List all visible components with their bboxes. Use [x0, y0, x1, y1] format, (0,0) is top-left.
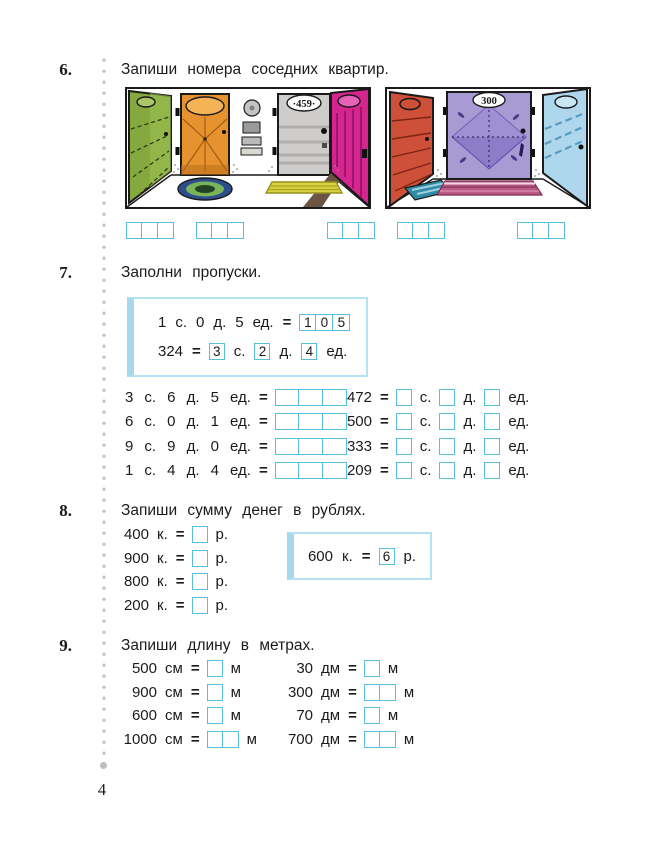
equals-sign: = [190, 659, 199, 677]
answer-cell[interactable] [439, 413, 455, 430]
ex7-left-row: 9 с. 9 д. 0 ед. = [125, 437, 347, 455]
door-plate-459: ·459· [292, 99, 316, 110]
ex8-row: 900 к. = р. [123, 549, 229, 567]
apartment-answer-boxes-2 [196, 222, 244, 239]
example-line-1 [158, 313, 366, 331]
ex9-left-row: 900 см = м [131, 683, 241, 701]
yellow-mat [266, 182, 342, 193]
number-value: 333 [346, 437, 372, 455]
ex8-row: 200 к. = р. [123, 596, 229, 614]
ex7-right-row: 472 = с. д. ед. [346, 388, 530, 406]
answer-cell[interactable] [484, 462, 500, 479]
answer-cell[interactable] [439, 389, 455, 406]
answer-cell[interactable] [299, 462, 323, 479]
number-answer-boxes [275, 389, 347, 406]
number-answer-boxes [275, 438, 347, 455]
exercise-8-example-box [287, 532, 432, 580]
answer-cell[interactable] [192, 597, 208, 614]
answer-cell: 0 [316, 314, 333, 331]
answer-cell: 6 [379, 548, 395, 565]
answer-cell[interactable] [364, 660, 380, 677]
answer-cell: 4 [301, 343, 317, 360]
exercise-6-instruction: Запиши номера соседних квартир. [121, 61, 389, 78]
hundreds-label: с. [233, 342, 246, 360]
answer-cell[interactable] [396, 462, 412, 479]
equals-sign: = [190, 730, 199, 748]
answer-cell[interactable] [380, 731, 396, 748]
cm-label: см [165, 659, 183, 677]
kopecks-label: к. [157, 525, 168, 543]
cm-value: 500 [131, 659, 157, 677]
answer-cell[interactable] [396, 438, 412, 455]
exercise-9-number: 9. [59, 636, 72, 655]
answer-cell[interactable] [275, 389, 299, 406]
ex7-left-row: 6 с. 0 д. 1 ед. = [125, 412, 347, 430]
answer-cell[interactable] [223, 731, 239, 748]
grey-door-459 [278, 94, 330, 175]
ex7-left-row: 3 с. 6 д. 5 ед. = [125, 388, 347, 406]
answer-cell[interactable] [364, 684, 380, 701]
tens-digit: 6 [167, 388, 176, 406]
equals-sign: = [259, 437, 267, 455]
exercise-7-instruction: Заполни пропуски. [121, 264, 262, 281]
exercise-8-instruction: Запиши сумму денег в рублях. [121, 502, 366, 519]
example-line [308, 548, 416, 565]
answer-cell[interactable] [228, 222, 244, 239]
answer-cell[interactable] [275, 438, 299, 455]
example-line-2 [158, 342, 366, 360]
ex7-left-row: 1 с. 4 д. 4 ед. = [125, 461, 347, 479]
answer-cell[interactable] [196, 222, 212, 239]
equals-sign: = [348, 706, 356, 724]
equals-sign: = [190, 706, 199, 724]
answer-cell[interactable] [275, 413, 299, 430]
equals-sign: = [361, 547, 370, 565]
answer-cell[interactable] [359, 222, 375, 239]
equals-sign: = [175, 525, 184, 543]
number-value: 324 [158, 342, 184, 360]
tens-label: д. [279, 342, 293, 360]
answer-cell[interactable] [364, 731, 380, 748]
ex7-right-row: 500 = с. д. ед. [346, 412, 530, 430]
units-label: ед. [326, 342, 348, 360]
apartment-answer-boxes-4 [397, 222, 445, 239]
answer-cell[interactable] [275, 462, 299, 479]
hallway-illustration-2 [385, 87, 591, 209]
answer-cell[interactable] [439, 462, 455, 479]
hundreds-digit: 3 [125, 388, 134, 406]
number-value: 500 [346, 412, 372, 430]
answer-cell[interactable] [126, 222, 142, 239]
answer-cell[interactable] [484, 389, 500, 406]
equals-sign: = [348, 730, 356, 748]
equals-sign: = [259, 461, 267, 479]
exercise-6-number: 6. [59, 60, 72, 79]
door-plate-300: 300 [481, 96, 497, 107]
equals-sign: = [348, 659, 356, 677]
equals-sign: = [380, 461, 388, 479]
answer-cell[interactable] [380, 684, 396, 701]
dm-value: 30 [296, 659, 313, 677]
exercise-7-example-box [127, 297, 368, 377]
ex9-left-row: 600 см = м [131, 706, 241, 724]
equals-sign: = [190, 683, 199, 701]
answer-cell[interactable] [323, 462, 347, 479]
number-answer-boxes [275, 462, 347, 479]
answer-cell[interactable] [364, 707, 380, 724]
hundreds-digit: 1 [158, 313, 167, 331]
units-label: ед. [252, 313, 274, 331]
exercise-9-instruction: Запиши длину в метрах. [121, 637, 315, 654]
m-label: м [230, 659, 241, 677]
answer-cell[interactable] [484, 438, 500, 455]
ex7-right-row: 209 = с. д. ед. [346, 461, 530, 479]
answer-cell[interactable] [396, 389, 412, 406]
equals-sign: = [175, 596, 184, 614]
ex7-right-row: 333 = с. д. ед. [346, 437, 530, 455]
ex9-right-row: 30 дм = м [287, 659, 398, 677]
answer-cell[interactable] [517, 222, 533, 239]
equals-sign: = [175, 549, 184, 567]
answer-cell[interactable] [207, 707, 223, 724]
margin-dot-end [100, 762, 107, 769]
round-rug [178, 178, 232, 200]
exercise-7-number: 7. [59, 263, 72, 282]
answer-cell[interactable] [158, 222, 174, 239]
answer-cell[interactable] [397, 222, 413, 239]
answer-cell[interactable] [413, 222, 429, 239]
exercise-8-number: 8. [59, 501, 72, 520]
answer-cell[interactable] [192, 573, 208, 590]
answer-cell[interactable] [533, 222, 549, 239]
tens-label: д. [213, 313, 227, 331]
answer-cell[interactable] [207, 684, 223, 701]
rubles-label: р. [215, 525, 229, 543]
answer-cell[interactable] [299, 438, 323, 455]
apartment-answer-boxes-1 [126, 222, 174, 239]
ex9-left-row: 1000 см = м [123, 730, 257, 748]
number-answer-boxes [275, 413, 347, 430]
answer-cell[interactable] [429, 222, 445, 239]
equals-sign: = [259, 388, 267, 406]
ex8-row [122, 525, 228, 543]
answer-cell[interactable] [299, 389, 323, 406]
answer-cell[interactable] [207, 731, 223, 748]
hundreds-label: с. [175, 313, 188, 331]
equals-sign: = [380, 437, 388, 455]
ex9-right-row: 300 дм = м [287, 683, 415, 701]
answer-cell[interactable] [299, 413, 323, 430]
ex9-right-row: 700 дм = м [287, 730, 415, 748]
apartment-answer-boxes-5 [517, 222, 565, 239]
units-digit: 5 [210, 388, 219, 406]
answer-cell[interactable] [396, 413, 412, 430]
margin-dotted-line [102, 58, 106, 758]
answer-cell[interactable] [343, 222, 359, 239]
answer-cell[interactable] [549, 222, 565, 239]
ex9-right-row: 70 дм = м [296, 706, 399, 724]
equals-sign: = [380, 388, 388, 406]
ex8-row: 800 к. = р. [123, 572, 229, 590]
answer-cell[interactable] [323, 389, 347, 406]
equals-sign: = [380, 412, 388, 430]
answer-cell[interactable] [212, 222, 228, 239]
answer-cell[interactable] [192, 550, 208, 567]
pink-mat [437, 181, 542, 195]
kopecks-value: 400 [123, 525, 149, 543]
kopecks-value: 600 [307, 547, 333, 565]
rubles-label: р. [403, 547, 417, 565]
dm-label: дм [321, 659, 341, 677]
answer-cell[interactable] [439, 438, 455, 455]
equals-sign: = [192, 342, 200, 360]
answer-cell: 2 [254, 343, 270, 360]
page-number: 4 [97, 780, 107, 799]
answer-cell: 3 [209, 343, 225, 360]
answer-cell[interactable] [207, 660, 223, 677]
kopecks-label: к. [342, 547, 353, 565]
equals-sign: = [175, 572, 184, 590]
answer-cell[interactable] [484, 413, 500, 430]
answer-cell[interactable] [323, 413, 347, 430]
equals-sign: = [259, 412, 267, 430]
purple-door-300 [447, 92, 531, 179]
ex9-left-row [121, 659, 241, 677]
number-value: 209 [346, 461, 372, 479]
answer-cell[interactable] [142, 222, 158, 239]
units-digit: 5 [235, 313, 244, 331]
apartment-answer-boxes-3 [327, 222, 375, 239]
answer-cell: 1 [299, 314, 316, 331]
hallway-illustration-1 [125, 87, 371, 209]
equals-sign: = [282, 313, 291, 331]
tens-digit: 0 [196, 313, 205, 331]
number-value: 472 [346, 388, 372, 406]
answer-cell: 5 [333, 314, 350, 331]
answer-cell[interactable] [327, 222, 343, 239]
example-answer-105 [299, 314, 350, 331]
answer-cell[interactable] [323, 438, 347, 455]
equals-sign: = [348, 683, 356, 701]
answer-cell[interactable] [192, 526, 208, 543]
orange-door [181, 94, 229, 175]
